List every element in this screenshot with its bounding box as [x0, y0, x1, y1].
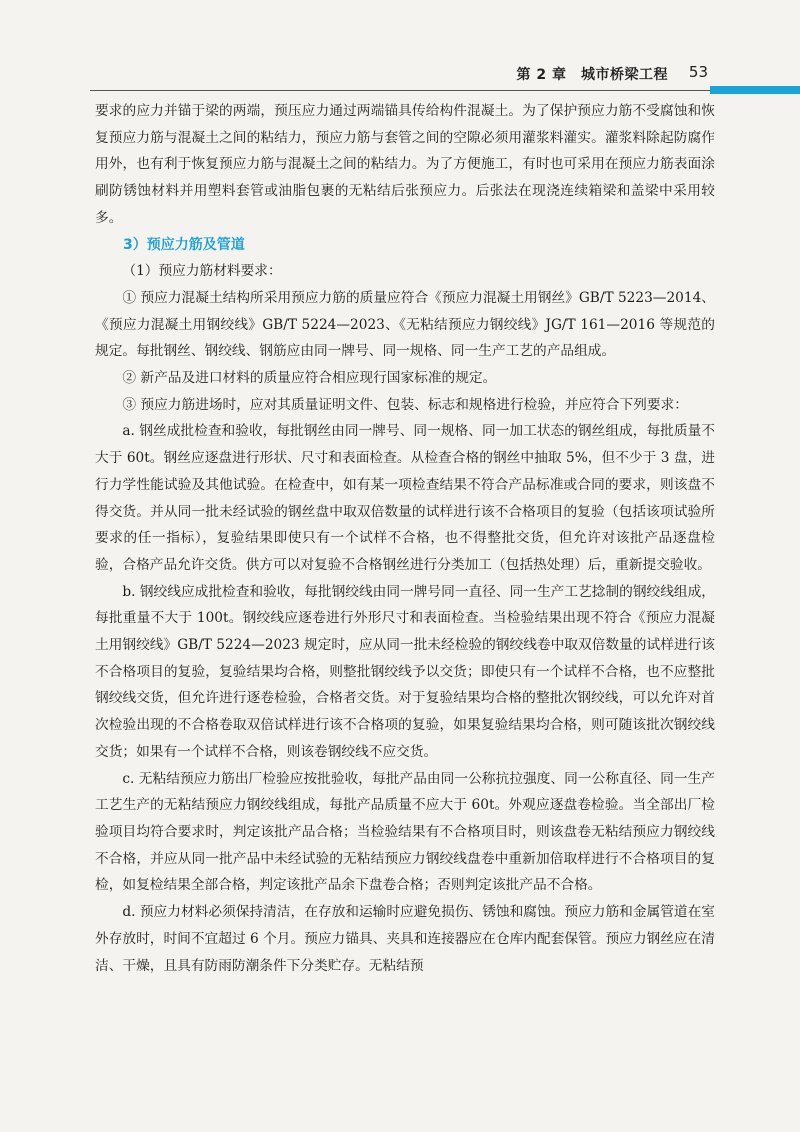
paragraph-item-2: ② 新产品及进口材料的质量应符合相应现行国家标准的规定。 [122, 370, 497, 387]
paragraph-continuation: 要求的应力并锚于梁的两端，预压应力通过两端锚具传给构件混凝土。为了保护预应力筋不受腐蚀和恢复预应力筋与混凝土之间的粘结力，预应力筋与套管之间的空隙必须用灌浆料灌实。灌浆料除起防腐作用外，也有利于恢复预应力筋与混凝土之间的粘结力。为了方便施工，有时也可采用在预应力筋表面涂刷防锈蚀材料并用塑料套管或油脂包裹的无粘结后张预应力。后张法在现浇连续箱梁和盖梁中采用较多。 [95, 103, 715, 226]
paragraph-item-3: ③ 预应力筋进场时，应对其质量证明文件、包装、标志和规格进行检验，并应符合下列要求： [122, 396, 688, 413]
paragraph-item-b: b. 钢绞线应成批检查和验收，每批钢绞线由同一牌号同一直径、同一生产工艺捻制的钢绞线组成，每批重量不大于 100t。钢绞线应逐卷进行外形尺寸和表面检查。当检验结果出现不符合《预应力混凝土用钢绞线》GB/T 5224—2023 规定时，应从同一批未经检验的钢绞线卷中取双倍数量的试样进行该不合格项目的复验，复验结果均合格，则整批钢绞线予以交货；即使只有一个试样不合格，也不应整批钢绞线交货，但允许进行逐卷检验，合格者交货。对于复验结果均合格的整批次钢绞线，可以允许对首次检验出现的不合格卷取双倍试样进行该不合格项的复验，如果复验结果均合格，则可随该批次钢绞线交货；如果有一个试样不合格，则该卷钢绞线不应交货。 [95, 583, 715, 760]
paragraph-item-a: a. 钢丝成批检查和验收，每批钢丝由同一牌号、同一规格、同一加工状态的钢丝组成，每批质量不大于 60t。钢丝应逐盘进行形状、尺寸和表面检查。从检查合格的钢丝中抽取 5%，但不少于 3 盘，进行力学性能试验及其他试验。在检查中，如有某一项检查结果不符合产品标准或合同的要求，则该盘不得交货。并从同一批未经试验的钢丝盘中取双倍数量的试样进行该不合格项目的复验（包括该项试验所要求的任一指标），复验结果即使只有一个试样不合格，也不得整批交货，但允许对该批产品逐盘检验，合格产品允许交货。供方可以对复验不合格钢丝进行分类加工（包括热处理）后，重新提交验收。 [95, 423, 715, 573]
subsection-heading: （1）预应力筋材料要求： [122, 263, 282, 280]
page-header [0, 60, 800, 90]
page-number: 53 [688, 63, 708, 81]
paragraph-item-d: d. 预应力材料必须保持清洁，在存放和运输时应避免损伤、锈蚀和腐蚀。预应力筋和金属管道在室外存放时，时间不宜超过 6 个月。预应力锚具、夹具和连接器应在仓库内配套保管。预应力钢丝应在清洁、干燥，且具有防雨防潮条件下分类贮存。无粘结预 [95, 904, 715, 974]
page-body [95, 98, 715, 979]
paragraph-item-c: c. 无粘结预应力筋出厂检验应按批验收，每批产品由同一公称抗拉强度、同一公称直径、同一生产工艺生产的无粘结预应力钢绞线组成，每批产品质量不应大于 60t。外观应逐盘卷检验。当全部出厂检验项目均符合要求时，判定该批产品合格；当检验结果有不合格项目时，则该盘卷无粘结预应力钢绞线不合格，并应从同一批产品中未经试验的无粘结预应力钢绞线盘卷中重新加倍取样进行不合格项目的复检，如复检结果全部合格，判定该批产品余下盘卷合格；否则判定该批产品不合格。 [95, 770, 715, 894]
header-rule [90, 90, 710, 91]
section-heading: 3）预应力筋及管道 [123, 236, 245, 253]
paragraph-item-1: ① 预应力混凝土结构所采用预应力筋的质量应符合《预应力混凝土用钢丝》GB/T 5223—2014、《预应力混凝土用钢绞线》GB/T 5224—2023、《无粘结预应力钢绞线》JG/T 161—2016 等规范的规定。每批钢丝、钢绞线、钢筋应由同一牌号、同一规格、同一生产工艺的产品组成。 [95, 289, 715, 360]
chapter-title: 第 2 章 城市桥梁工程 [516, 67, 668, 83]
header-accent-bar [710, 86, 800, 94]
